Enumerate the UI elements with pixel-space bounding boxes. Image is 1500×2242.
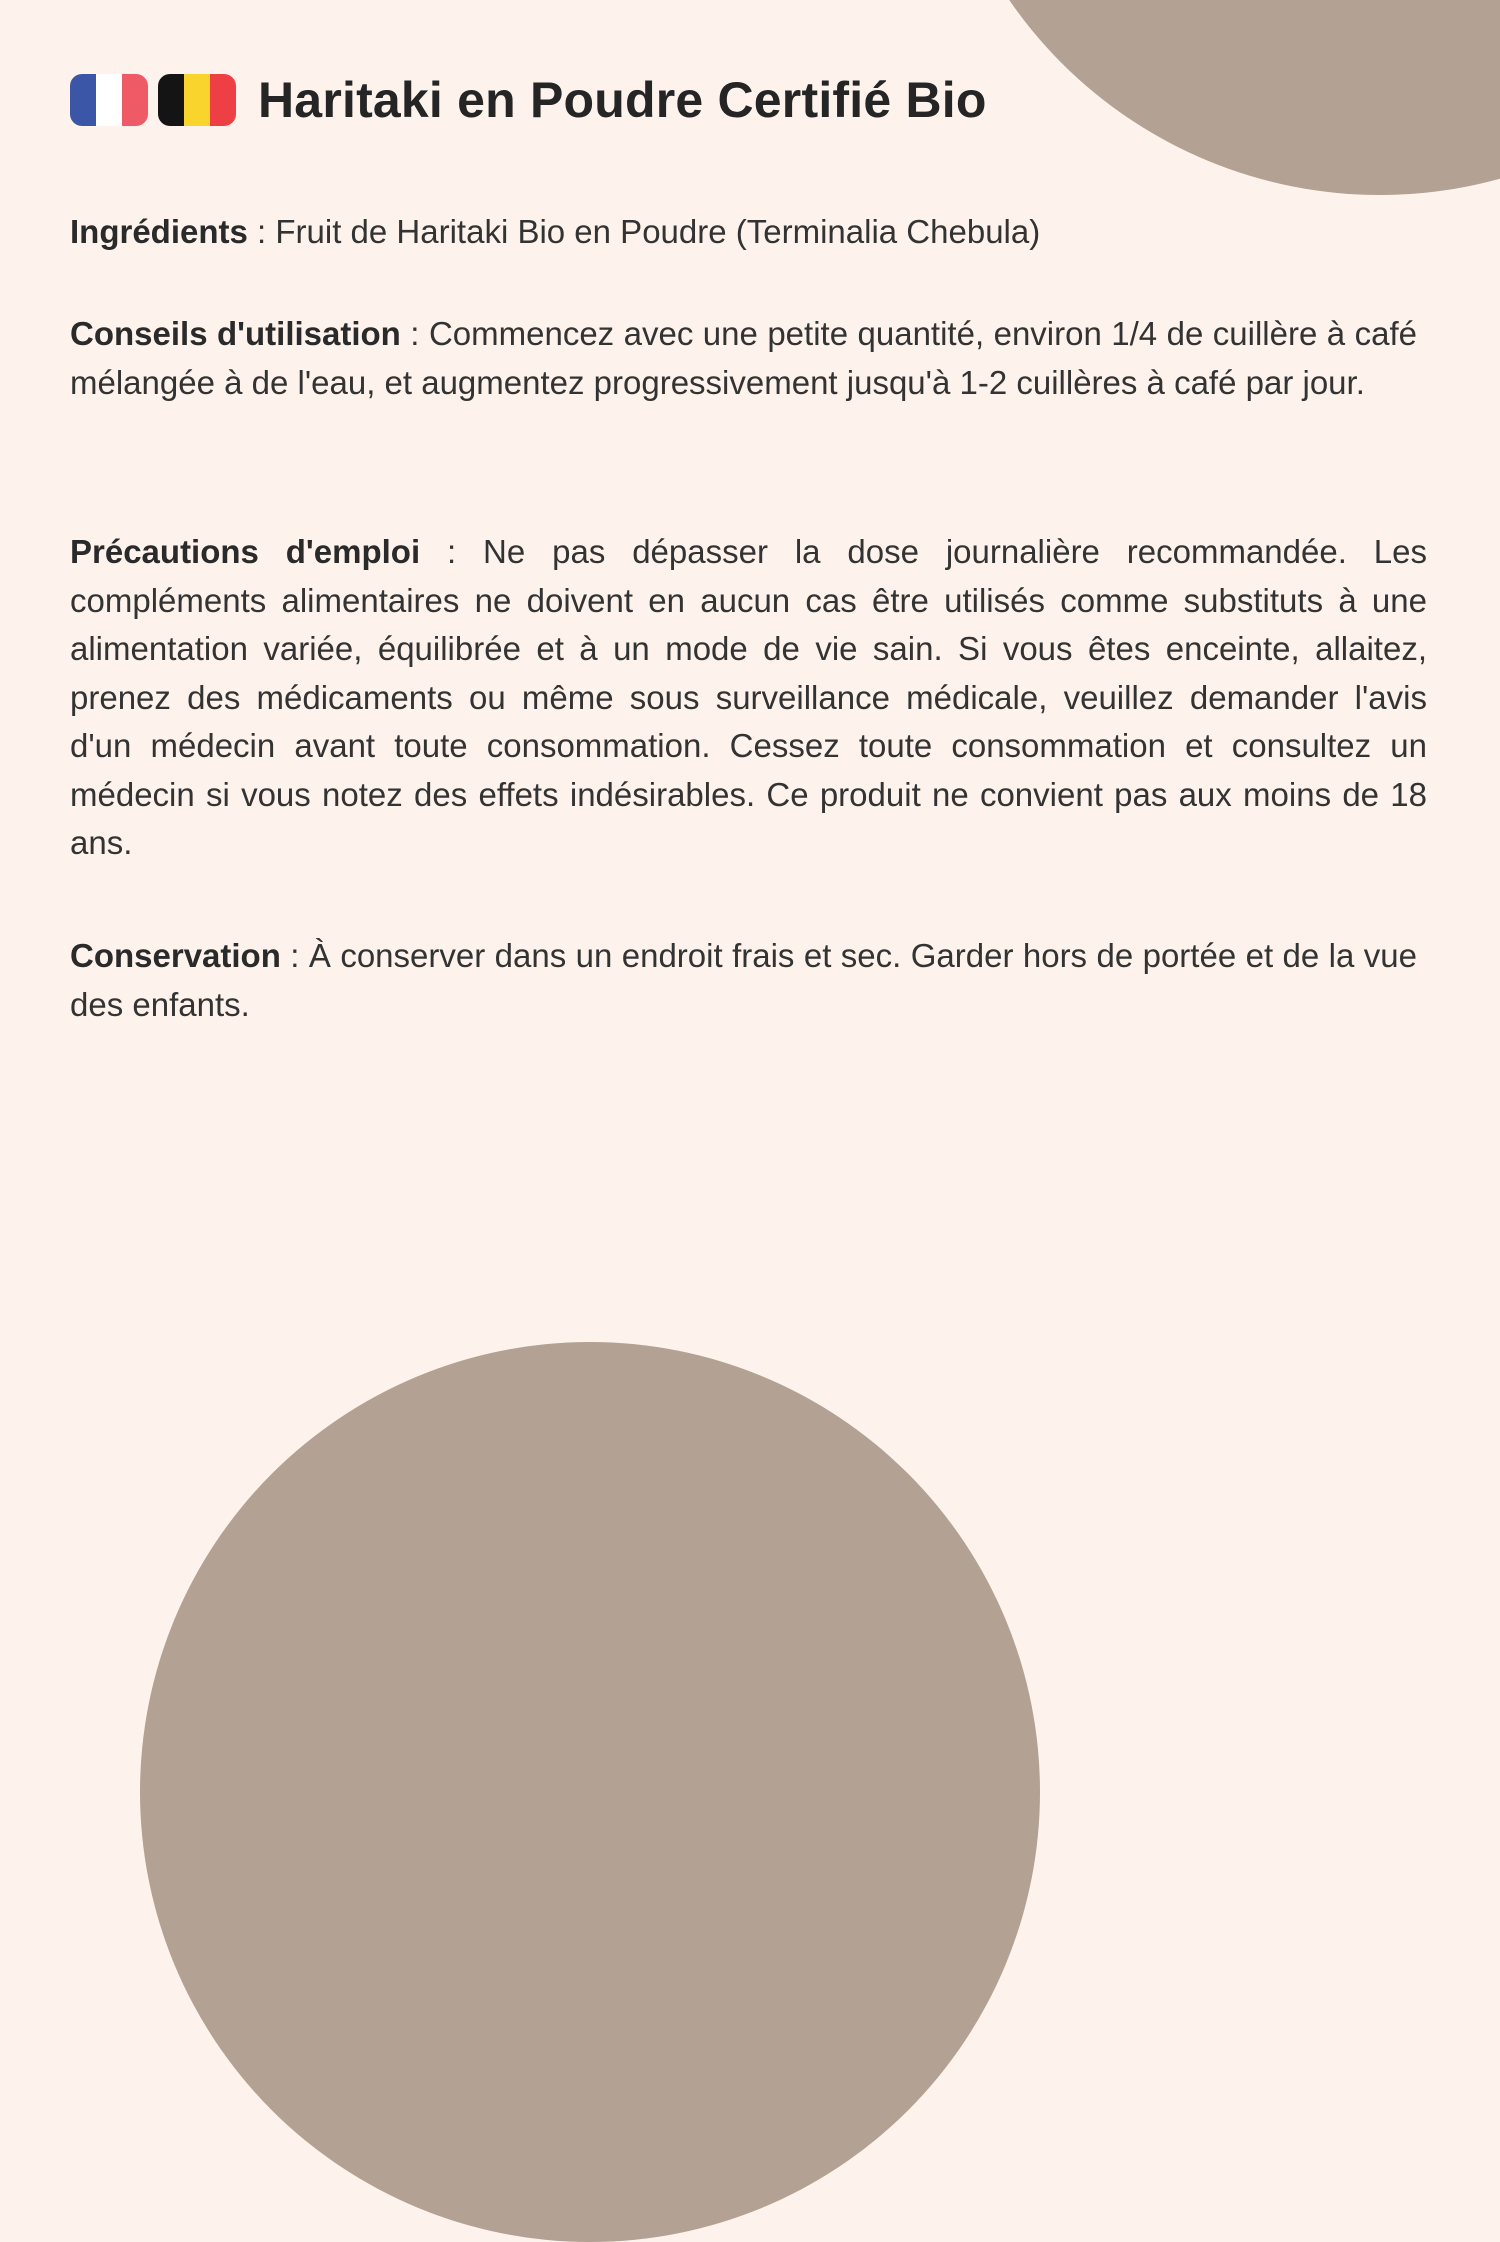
page-header (70, 70, 987, 130)
usage-separator: : (400, 315, 429, 352)
page-title: Haritaki en Poudre Certifié Bio (258, 72, 987, 128)
usage-label: Conseils d'utilisation (70, 315, 401, 352)
usage-section (70, 310, 1417, 407)
ingredients-section (70, 208, 1417, 257)
decorative-circle-top (930, 0, 1500, 195)
storage-label: Conservation (70, 937, 281, 974)
precautions-text: Ne pas dépasser la dose journalière recommandée. Les compléments alimentaires ne doivent en aucun cas être utilisés comme substituts à une alimentation variée, équilibrée et à un mode de vie sain. Si vous êtes enceinte, allaitez, prenez des médicaments ou même sous surveillance médicale, veuillez demander l'avis d'un médecin avant toute consommation. Cessez toute consommation et consultez un médecin si vous notez des effets indésirables. Ce produit ne convient pas aux moins de 18 ans. (70, 533, 1427, 861)
ingredients-label: Ingrédients (70, 213, 248, 250)
belgium-flag-icon (158, 74, 236, 126)
usage-text: Commencez avec une petite quantité, environ 1/4 de cuillère à café mélangée à de l'eau, et augmentez progressivement jusqu'à 1-2 cuillères à café par jour. (70, 315, 1417, 401)
precautions-section (70, 528, 1427, 868)
precautions-label: Précautions d'emploi (70, 533, 421, 570)
ingredients-separator: : (247, 213, 276, 250)
precautions-separator: : (420, 533, 484, 570)
storage-separator: : (280, 937, 309, 974)
decorative-circle-bottom (140, 1342, 1040, 2242)
france-flag-icon (70, 74, 148, 126)
ingredients-text: Fruit de Haritaki Bio en Poudre (Terminalia Chebula) (275, 213, 1041, 250)
storage-text: À conserver dans un endroit frais et sec. Garder hors de portée et de la vue des enfants. (70, 937, 1417, 1023)
storage-section (70, 932, 1417, 1029)
